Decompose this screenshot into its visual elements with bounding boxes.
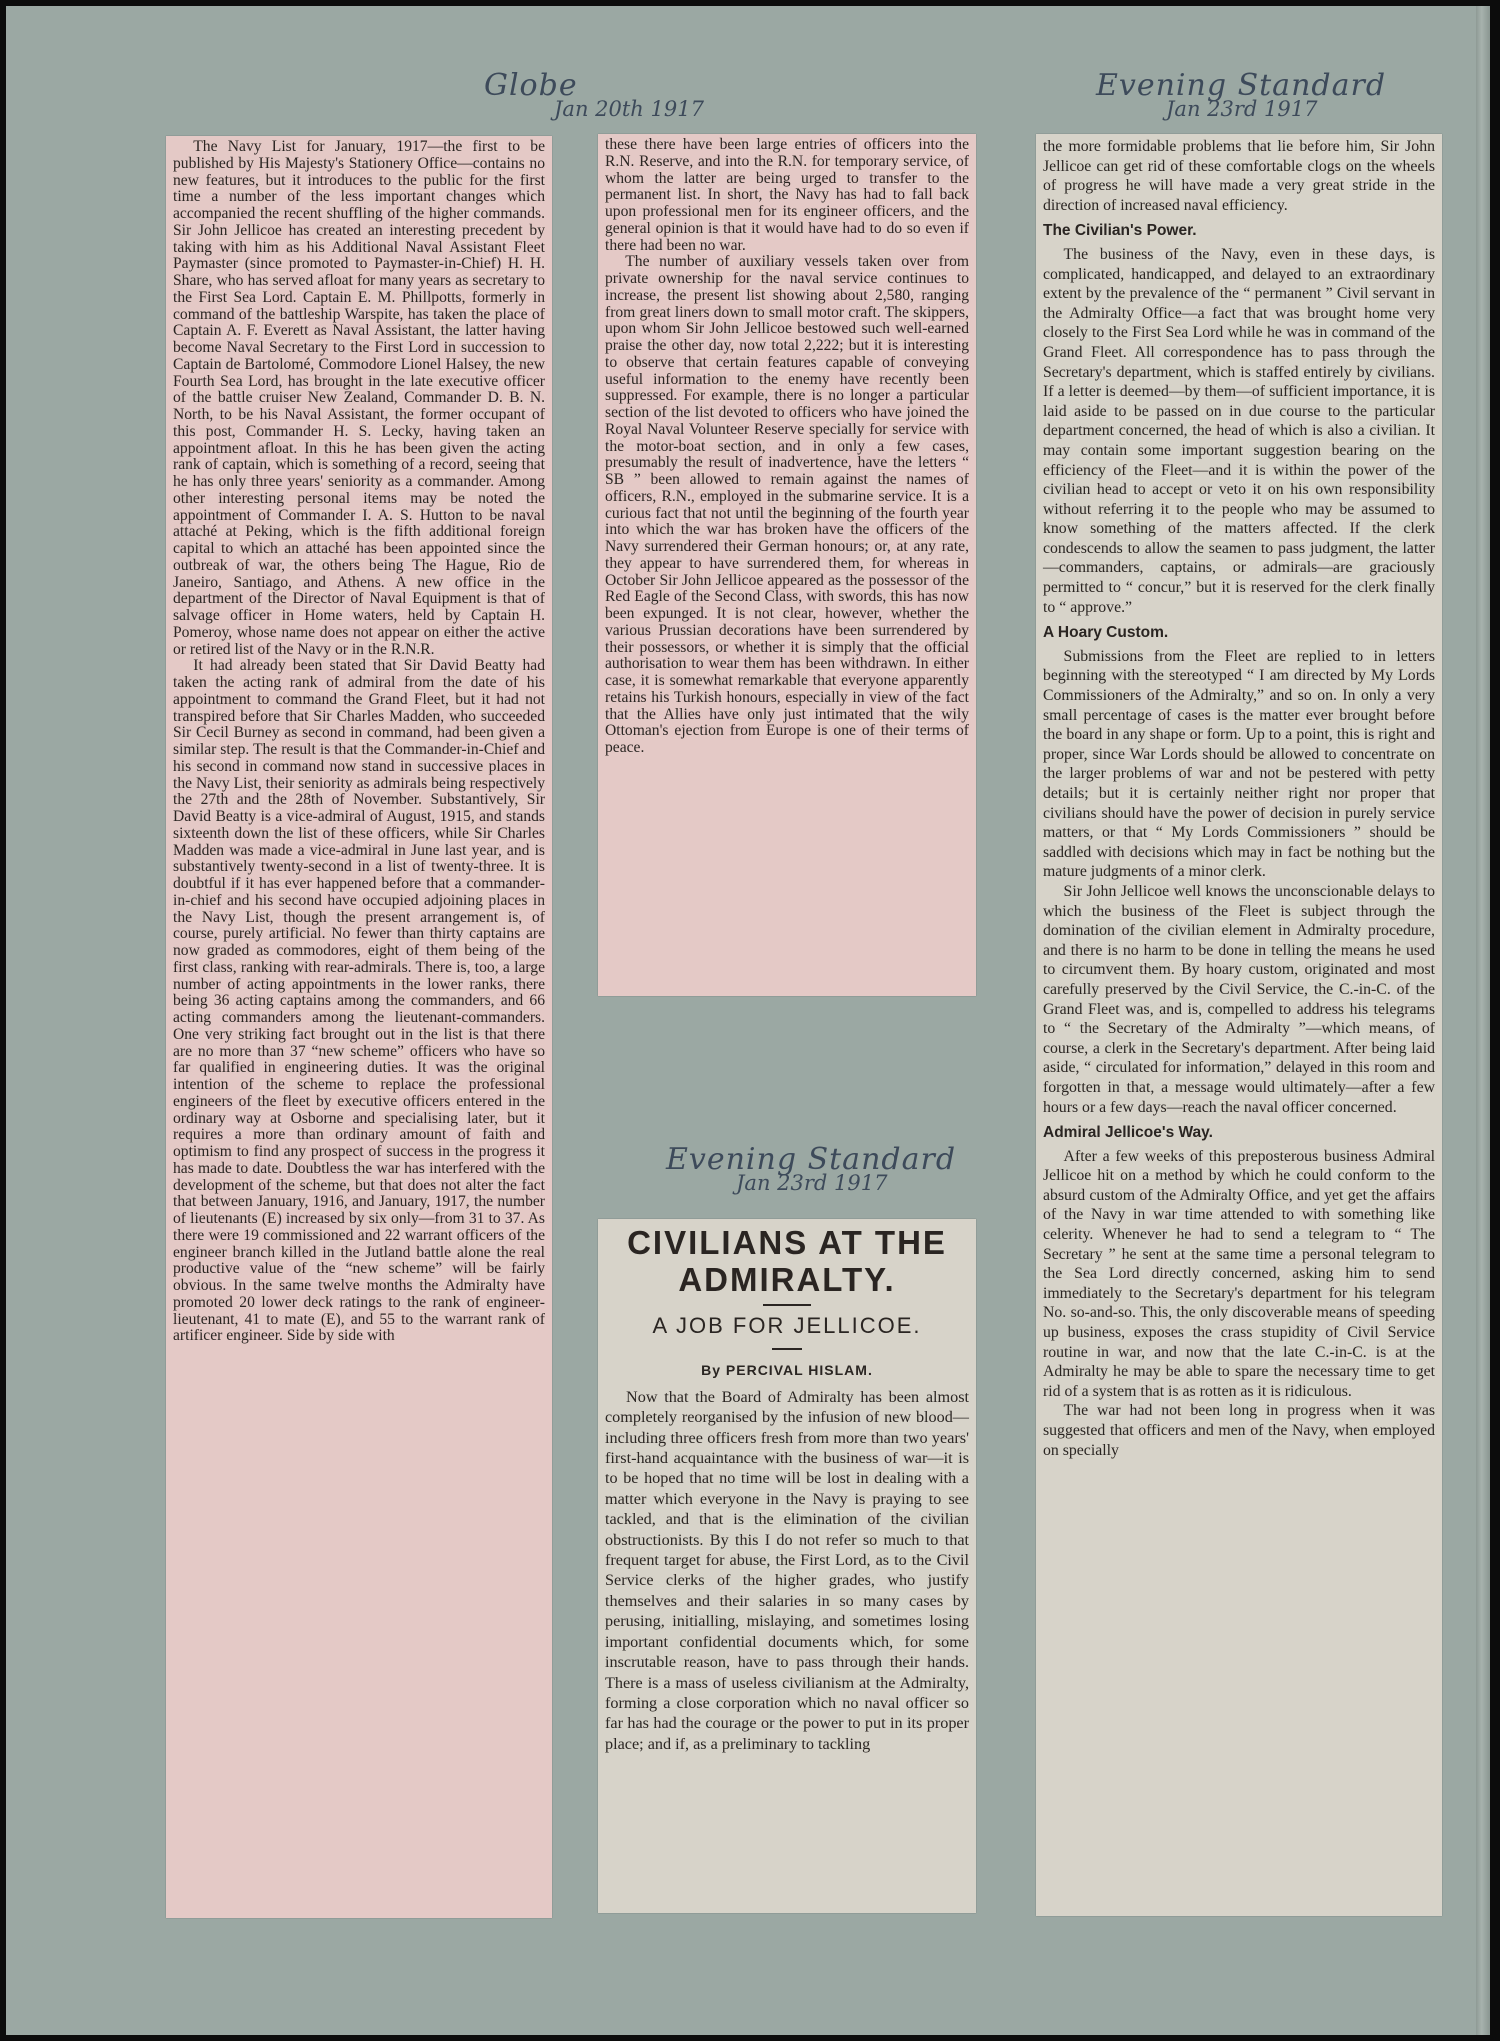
article-byline: By PERCIVAL HISLAM. bbox=[701, 1362, 873, 1379]
subheadline-rule bbox=[772, 1348, 802, 1350]
section-heading: Admiral Jellicoe's Way. bbox=[1043, 1124, 1213, 1142]
annotation-source: Evening Standard bbox=[666, 1142, 957, 1177]
globe-annotation bbox=[484, 68, 704, 121]
annotation-date: Jan 23rd 1917 bbox=[1166, 97, 1318, 121]
album-spine bbox=[1476, 6, 1490, 2035]
standard-clipping-continuation bbox=[1036, 134, 1442, 1916]
article-paragraph: It had already been stated that Sir David Beatty had taken the acting rank of admiral from the date of his appointment to command the Grand Fleet, but it had not transpired before that Sir Charles Madden, who succeeded Sir Cecil Burney as second in command, had been given a similar step. The result is that the Commander-in-Chief and his second in command now stand in successive places in the Navy List, their seniority as admirals being respectively the 27th and the 28th of November. Substantively, Sir David Beatty is a vice-admiral of August, 1915, and stands sixteenth down the list of these officers, while Sir Charles Madden was made a vice-admiral in June last year, and is substantively twenty-second in a list of twenty-three. It is doubtful if it has ever happened before that a commander-in-chief and his second have occupied adjoining places in the Navy List, though the present arrangement is, of course, purely artificial. No fewer than thirty captains are now graded as commodores, eight of them being of the first class, ranking with rear-admirals. There is, too, a large number of acting appointments in the lower ranks, there being 36 acting captains among the commanders, and 66 acting commanders among the lieutenant-commanders. One very striking fact brought out in the list is that there are no more than 37 “new scheme” officers who have so far qualified in engineering duties. It was the original intention of the scheme to replace the professional engineers of the fleet by executive officers entered in the ordinary way at Osborne and specialising later, but it requires a more than ordinary amount of faith and optimism to find any prospect of success in the progress it has made to date. Doubtless the war has interfered with the development of the scheme, but that does not alter the fact that between January, 1916, and January, 1917, the number of lieutenants (E) increased by six only—from 31 to 37. As there were 19 commissioned and 22 warrant officers of the engineer branch killed in the Jutland battle alone the real productive value of the “new scheme” will be fairly obvious. In the same twelve months the Admiralty have promoted 20 lower deck ratings to the rank of engineer-lieutenant, 41 to mate (E), and 55 to the warrant rank of artificer engineer. Side by side with bbox=[173, 657, 545, 1345]
globe-clipping-column-2 bbox=[598, 134, 976, 996]
article-paragraph: The number of auxiliary vessels taken over from private ownership for the naval service continues to increase, the present list showing about 2,580, ranging from great liners down to small motor craft. The skippers, upon whom Sir John Jellicoe bestowed such well-earned praise the other day, now total 2,222; but it is interesting to observe that certain features capable of conveying useful information to the enemy have recently been suppressed. For example, there is no longer a particular section of the list devoted to officers who have joined the Royal Naval Volunteer Reserve specially for service with the motor-boat section, and in only a few cases, presumably the result of inadvertence, have the letters “ SB ” been allowed to remain against the names of officers, R.N., employed in the submarine service. It is a curious fact that not until the beginning of the fourth year into which the war has broken have the officers of the Navy surrendered their German honours; or, at any rate, they appear to have surrendered them, for whereas in October Sir John Jellicoe appeared as the possessor of the Red Eagle of the Second Class, with swords, this has now been expunged. It is not clear, however, whether the various Prussian decorations have been surrendered by their possessors, or whether it is simply that the official authorisation to wear them has been withdrawn. In either case, it is somewhat remarkable that everyone apparently retains his Turkish honours, especially in view of the fact that the Allies have only just intimated that the wily Ottoman's ejection from Europe is one of their terms of peace. bbox=[605, 253, 969, 756]
article-paragraph: Submissions from the Fleet are replied to in letters beginning with the stereotyped “ I am directed by My Lords Commissioners of the Admiralty,” and so on. In only a very small percentage of cases is the matter ever brought before the board in any shape or form. Up to a point, this is right and proper, since War Lords should be allowed to concentrate on the larger problems of war and not be pestered with petty details; but it is certainly neither right nor proper that civilians should have the power of decision in purely service matters, or that “ My Lords Commissioners ” should be saddled with decisions which may in fact be nothing but the mature judgments of a minor clerk. bbox=[1043, 647, 1435, 881]
annotation-date: Jan 23rd 1917 bbox=[736, 1171, 888, 1195]
article-paragraph: the more formidable problems that lie before him, Sir John Jellicoe can get rid of these comfortable clogs on the wheels of progress he will have made a very great stride in the direction of increased naval efficiency. bbox=[1043, 138, 1435, 214]
scrapbook-page bbox=[6, 6, 1490, 2035]
article-paragraph: After a few weeks of this preposterous business Admiral Jellicoe hit on a method by which he could conform to the absurd custom of the Admiralty Office, and yet get the affairs of the Navy in war time attended to with something like celerity. Whenever he had to send a telegram to “ The Secretary ” he sent at the same time a personal telegram to the Sea Lord directly concerned, asking him to send immediately to the Secretary's department for his telegram No. so-and-so. This, the only discoverable means of speeding up business, exposes the crass stupidity of Civil Service routine in war, and now that the late C.-in-C. is at the Admiralty he may be able to spare the necessary time to get rid of a system that is as rotten as it is ridiculous. bbox=[1043, 1147, 1435, 1400]
headline-rule bbox=[763, 1304, 811, 1306]
article-paragraph: The war had not been long in progress when it was suggested that officers and men of the Navy, when employed on specially bbox=[1043, 1402, 1435, 1459]
annotation-source: Globe bbox=[484, 68, 578, 103]
section-heading: The Civilian's Power. bbox=[1043, 222, 1197, 240]
evening-standard-top-annotation bbox=[1096, 68, 1386, 121]
article-paragraph: The Navy List for January, 1917—the first to be published by His Majesty's Stationery Office—contains no new features, but it introduces to the public for the first time a number of the less important changes which accompanied the recent shuffling of the higher commands. Sir John Jellicoe has created an interesting precedent by taking with him as his Additional Naval Assistant Fleet Paymaster (since promoted to Paymaster-in-Chief) H. H. Share, who has served afloat for many years as secretary to the First Sea Lord. Captain E. M. Phillpotts, formerly in command of the battleship Warspite, has taken the place of Captain A. F. Everett as Naval Assistant, the latter having become Naval Secretary to the First Lord in succession to Captain de Bartolomé, Commodore Lionel Halsey, the new Fourth Sea Lord, has brought in the late executive officer of the battle cruiser New Zealand, Commander D. B. N. North, to be his Naval Assistant, the former occupant of this post, Commander H. S. Lecky, having taken an appointment afloat. In this he has been given the acting rank of captain, which is something of a record, seeing that he has only three years' seniority as a commander. Among other interesting personal items may be noted the appointment of Commander I. A. S. Hutton to be naval attaché at Peking, which is the fifth additional foreign capital to which an attaché has been appointed since the outbreak of war, the others being The Hague, Rio de Janeiro, Santiago, and Athens. A new office in the department of the Director of Naval Equipment is that of salvage officer in Home waters, held by Captain H. Pomeroy, whose name does not appear on either the active or retired list of the Navy or in the R.N.R. bbox=[173, 138, 545, 658]
annotation-source: Evening Standard bbox=[1096, 68, 1387, 103]
annotation-date: Jan 20th 1917 bbox=[554, 97, 704, 121]
article-paragraph: Sir John Jellicoe well knows the unconscionable delays to which the business of the Fleet is subject through the domination of the civilian element in Admiralty procedure, and there is no harm to be done in telling the means he used to circumvent them. By hoary custom, originated and most carefully preserved by the Civil Service, the C.-in-C. of the Grand Fleet was, and is, compelled to address his telegrams to “ the Secretary of the Admiralty ”—which means, of course, a clerk in the Secretary's department. After being laid aside, “ circulated for information,” delayed in this room and forgotten in that, a message would ultimately—after a few hours or a few days—reach the naval officer concerned. bbox=[1043, 882, 1435, 1116]
globe-clipping-column-1 bbox=[166, 136, 552, 1918]
article-paragraph: Now that the Board of Admiralty has been almost completely reorganised by the infusion of new blood—including three officers fresh from more than two years' first-hand acquaintance with the business of war—it is to be hoped that no time will be lost in dealing with a matter which everyone in the Navy is praying to see tackled, and that is the elimination of the civilian obstructionists. By this I do not refer so much to that frequent target for abuse, the First Lord, as to the Civil Service clerks of the higher grades, who justify themselves and their salaries in so many cases by perusing, initialling, mislaying, and sometimes losing important confidential documents which, for some inscrutable reason, have to pass through their hands. There is a mass of useless civilianism at the Admiralty, forming a close corporation which no naval officer so far has had the courage or the power to put in its proper place; and if, as a preliminary to tackling bbox=[605, 1387, 969, 1753]
article-paragraph: The business of the Navy, even in these days, is complicated, handicapped, and delayed to an extraordinary extent by the prevalence of the “ permanent ” Civil servant in the Admiralty Office—a fact that was brought home very closely to the First Sea Lord while he was in command of the Grand Fleet. All correspondence has to pass through the Secretary's department, which is staffed entirely by civilians. If a letter is deemed—by them—of sufficient importance, it is laid aside to be passed on in due course to the particular department concerned, the head of which is also a civilian. It may contain some important suggestion bearing on the efficiency of the Fleet—and it is within the power of the civilian head to accept or veto it on his own responsibility without referring it to the people who may be assumed to know something of the matters affected. If the clerk condescends to allow the seamen to pass judgment, the latter—commanders, captains, or admirals—are graciously permitted to “ concur,” but it is reserved for the clerk finally to “ approve.” bbox=[1043, 245, 1435, 616]
evening-standard-mid-annotation bbox=[666, 1142, 956, 1195]
section-heading: A Hoary Custom. bbox=[1043, 624, 1169, 642]
article-subheadline: A JOB FOR JELLICOE. bbox=[652, 1313, 922, 1338]
article-headline: CIVILIANS AT THE ADMIRALTY. bbox=[627, 1224, 947, 1298]
article-paragraph: these there have been large entries of officers into the R.N. Reserve, and into the R.N. for temporary service, of whom the latter are being urged to transfer to the permanent list. In short, the Navy has had to fall back upon professional men for its engineer officers, and the general opinion is that it would have had to do so even if there had been no war. bbox=[605, 136, 969, 254]
standard-clipping-intro bbox=[598, 1219, 976, 1913]
